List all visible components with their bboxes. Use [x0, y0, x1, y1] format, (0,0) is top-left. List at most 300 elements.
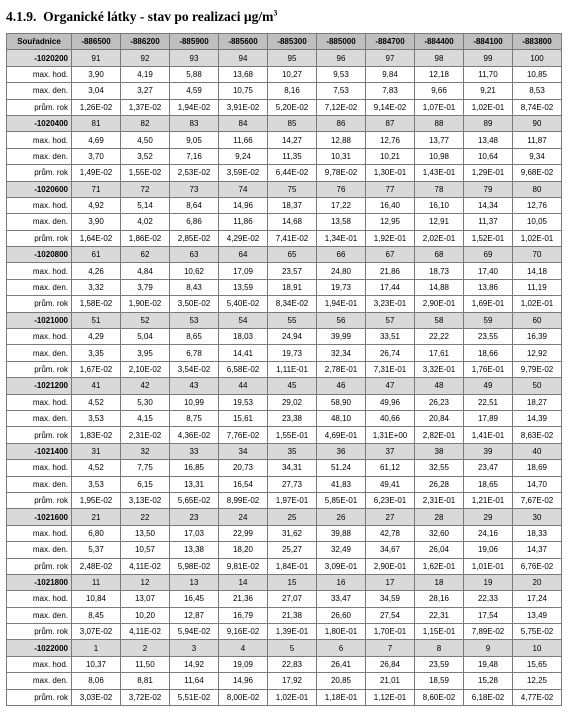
value-cell: 1,95E-02 — [72, 492, 121, 508]
value-cell: 3,04 — [72, 83, 121, 99]
column-header: -883800 — [513, 34, 562, 50]
value-cell: 17,44 — [366, 279, 415, 295]
value-cell: 10,37 — [72, 656, 121, 672]
value-cell: 3,59E-02 — [219, 165, 268, 181]
group-row — [7, 181, 562, 197]
value-cell: 17,92 — [268, 673, 317, 689]
value-cell: 9,34 — [513, 148, 562, 164]
column-header: -886200 — [121, 34, 170, 50]
point-id-cell: 45 — [268, 378, 317, 394]
value-cell: 26,74 — [366, 345, 415, 361]
row-label: max. den. — [7, 345, 72, 361]
point-id-cell: 48 — [415, 378, 464, 394]
point-id-cell: 34 — [219, 443, 268, 459]
row-label: max. hod. — [7, 656, 72, 672]
value-cell: 14,96 — [219, 673, 268, 689]
point-id-cell: 100 — [513, 50, 562, 66]
point-id-cell: 85 — [268, 115, 317, 131]
point-id-cell: 43 — [170, 378, 219, 394]
value-cell: 22,33 — [464, 591, 513, 607]
point-id-cell: 20 — [513, 574, 562, 590]
table-row — [7, 296, 562, 312]
value-cell: 1,62E-01 — [415, 558, 464, 574]
value-cell: 32,60 — [415, 525, 464, 541]
section-title: Organické látky - stav po realizaci µg/m — [43, 9, 274, 24]
point-id-cell: 72 — [121, 181, 170, 197]
column-header: -885600 — [219, 34, 268, 50]
section-number: 4.1.9. — [6, 9, 37, 24]
value-cell: 19,73 — [268, 345, 317, 361]
row-label: prům. rok — [7, 689, 72, 705]
row-label: max. hod. — [7, 66, 72, 82]
value-cell: 20,73 — [219, 460, 268, 476]
value-cell: 11,35 — [268, 148, 317, 164]
value-cell: 1,29E-01 — [464, 165, 513, 181]
section-heading — [6, 4, 566, 30]
value-cell: 1,01E-01 — [464, 558, 513, 574]
value-cell: 51,24 — [317, 460, 366, 476]
row-label: max. den. — [7, 148, 72, 164]
value-cell: 5,85E-01 — [317, 492, 366, 508]
value-cell: 2,31E-01 — [415, 492, 464, 508]
value-cell: 32,34 — [317, 345, 366, 361]
value-cell: 10,62 — [170, 263, 219, 279]
value-cell: 19,48 — [464, 656, 513, 672]
table-row — [7, 132, 562, 148]
point-id-cell: 44 — [219, 378, 268, 394]
value-cell: 18,59 — [415, 673, 464, 689]
point-id-cell: 2 — [121, 640, 170, 656]
column-header: -885900 — [170, 34, 219, 50]
value-cell: 17,09 — [219, 263, 268, 279]
value-cell: 18,65 — [464, 476, 513, 492]
point-id-cell: 65 — [268, 247, 317, 263]
value-cell: 5,88 — [170, 66, 219, 82]
value-cell: 8,60E-02 — [415, 689, 464, 705]
value-cell: 19,09 — [219, 656, 268, 672]
value-cell: 6,80 — [72, 525, 121, 541]
point-id-cell: 51 — [72, 312, 121, 328]
value-cell: 18,66 — [464, 345, 513, 361]
table-row — [7, 345, 562, 361]
value-cell: 4,29E-02 — [219, 230, 268, 246]
column-header: -884700 — [366, 34, 415, 50]
table-row — [7, 99, 562, 115]
point-id-cell: 95 — [268, 50, 317, 66]
value-cell: 6,76E-02 — [513, 558, 562, 574]
value-cell: 24,80 — [317, 263, 366, 279]
value-cell: 7,83 — [366, 83, 415, 99]
value-cell: 1,55E-01 — [268, 427, 317, 443]
table-row — [7, 492, 562, 508]
value-cell: 6,78 — [170, 345, 219, 361]
value-cell: 1,58E-02 — [72, 296, 121, 312]
value-cell: 2,90E-01 — [415, 296, 464, 312]
point-id-cell: 59 — [464, 312, 513, 328]
value-cell: 22,83 — [268, 656, 317, 672]
point-id-cell: 82 — [121, 115, 170, 131]
point-id-cell: 21 — [72, 509, 121, 525]
row-label: max. hod. — [7, 197, 72, 213]
row-label: prům. rok — [7, 99, 72, 115]
point-id-cell: 78 — [415, 181, 464, 197]
value-cell: 2,82E-01 — [415, 427, 464, 443]
value-cell: 12,92 — [513, 345, 562, 361]
value-cell: 1,90E-02 — [121, 296, 170, 312]
point-id-cell: 17 — [366, 574, 415, 590]
point-id-cell: 80 — [513, 181, 562, 197]
value-cell: 1,34E-01 — [317, 230, 366, 246]
point-id-cell: 71 — [72, 181, 121, 197]
value-cell: 14,96 — [219, 197, 268, 213]
value-cell: 1,97E-01 — [268, 492, 317, 508]
point-id-cell: 9 — [464, 640, 513, 656]
value-cell: 27,73 — [268, 476, 317, 492]
value-cell: 4,50 — [121, 132, 170, 148]
row-label: max. den. — [7, 83, 72, 99]
value-cell: 34,67 — [366, 542, 415, 558]
value-cell: 4,29 — [72, 329, 121, 345]
point-id-cell: 23 — [170, 509, 219, 525]
row-label: max. den. — [7, 542, 72, 558]
point-id-cell: 7 — [366, 640, 415, 656]
point-id-cell: 16 — [317, 574, 366, 590]
value-cell: 3,53 — [72, 410, 121, 426]
value-cell: 1,43E-01 — [415, 165, 464, 181]
point-id-cell: 12 — [121, 574, 170, 590]
point-id-cell: 57 — [366, 312, 415, 328]
point-id-cell: 33 — [170, 443, 219, 459]
value-cell: 18,27 — [513, 394, 562, 410]
value-cell: 12,87 — [170, 607, 219, 623]
value-cell: 21,86 — [366, 263, 415, 279]
point-id-cell: 90 — [513, 115, 562, 131]
value-cell: 3,03E-02 — [72, 689, 121, 705]
value-cell: 4,26 — [72, 263, 121, 279]
point-id-cell: 39 — [464, 443, 513, 459]
point-id-cell: 92 — [121, 50, 170, 66]
value-cell: 3,95 — [121, 345, 170, 361]
point-id-cell: 46 — [317, 378, 366, 394]
value-cell: 13,49 — [513, 607, 562, 623]
value-cell: 9,14E-02 — [366, 99, 415, 115]
point-id-cell: 58 — [415, 312, 464, 328]
point-id-cell: 66 — [317, 247, 366, 263]
value-cell: 12,18 — [415, 66, 464, 82]
point-id-cell: 89 — [464, 115, 513, 131]
value-cell: 6,86 — [170, 214, 219, 230]
value-cell: 11,70 — [464, 66, 513, 82]
value-cell: 1,12E-01 — [366, 689, 415, 705]
group-row — [7, 574, 562, 590]
point-id-cell: 1 — [72, 640, 121, 656]
value-cell: 2,02E-01 — [415, 230, 464, 246]
value-cell: 1,94E-02 — [170, 99, 219, 115]
table-header-row — [7, 34, 562, 50]
point-id-cell: 24 — [219, 509, 268, 525]
row-label: max. den. — [7, 410, 72, 426]
value-cell: 7,16 — [170, 148, 219, 164]
point-id-cell: 77 — [366, 181, 415, 197]
group-coordinate: -1021800 — [7, 574, 72, 590]
column-header: -885000 — [317, 34, 366, 50]
point-id-cell: 62 — [121, 247, 170, 263]
value-cell: 29,02 — [268, 394, 317, 410]
value-cell: 26,28 — [415, 476, 464, 492]
value-cell: 1,11E-01 — [268, 361, 317, 377]
point-id-cell: 28 — [415, 509, 464, 525]
value-cell: 24,94 — [268, 329, 317, 345]
value-cell: 8,34E-02 — [268, 296, 317, 312]
value-cell: 14,18 — [513, 263, 562, 279]
group-coordinate: -1021000 — [7, 312, 72, 328]
point-id-cell: 14 — [219, 574, 268, 590]
row-label: prům. rok — [7, 230, 72, 246]
value-cell: 21,38 — [268, 607, 317, 623]
point-id-cell: 53 — [170, 312, 219, 328]
value-cell: 14,34 — [464, 197, 513, 213]
value-cell: 8,53 — [513, 83, 562, 99]
value-cell: 2,48E-02 — [72, 558, 121, 574]
point-id-cell: 11 — [72, 574, 121, 590]
value-cell: 11,66 — [219, 132, 268, 148]
point-id-cell: 76 — [317, 181, 366, 197]
value-cell: 25,27 — [268, 542, 317, 558]
table-row — [7, 410, 562, 426]
table-row — [7, 66, 562, 82]
point-id-cell: 31 — [72, 443, 121, 459]
row-label: max. hod. — [7, 394, 72, 410]
value-cell: 27,54 — [366, 607, 415, 623]
value-cell: 5,04 — [121, 329, 170, 345]
point-id-cell: 38 — [415, 443, 464, 459]
value-cell: 1,15E-01 — [415, 624, 464, 640]
value-cell: 4,11E-02 — [121, 558, 170, 574]
group-row — [7, 640, 562, 656]
point-id-cell: 8 — [415, 640, 464, 656]
value-cell: 10,57 — [121, 542, 170, 558]
value-cell: 13,38 — [170, 542, 219, 558]
value-cell: 1,76E-01 — [464, 361, 513, 377]
value-cell: 3,32 — [72, 279, 121, 295]
value-cell: 19,06 — [464, 542, 513, 558]
point-id-cell: 84 — [219, 115, 268, 131]
value-cell: 4,15 — [121, 410, 170, 426]
row-label: prům. rok — [7, 492, 72, 508]
value-cell: 1,52E-01 — [464, 230, 513, 246]
value-cell: 8,45 — [72, 607, 121, 623]
value-cell: 7,76E-02 — [219, 427, 268, 443]
value-cell: 6,44E-02 — [268, 165, 317, 181]
value-cell: 1,86E-02 — [121, 230, 170, 246]
value-cell: 33,47 — [317, 591, 366, 607]
value-cell: 9,16E-02 — [219, 624, 268, 640]
value-cell: 9,21 — [464, 83, 513, 99]
value-cell: 17,61 — [415, 345, 464, 361]
value-cell: 4,11E-02 — [121, 624, 170, 640]
value-cell: 8,64 — [170, 197, 219, 213]
point-id-cell: 25 — [268, 509, 317, 525]
point-id-cell: 6 — [317, 640, 366, 656]
value-cell: 33,51 — [366, 329, 415, 345]
value-cell: 28,16 — [415, 591, 464, 607]
value-cell: 4,52 — [72, 394, 121, 410]
group-row — [7, 378, 562, 394]
value-cell: 32,55 — [415, 460, 464, 476]
point-id-cell: 5 — [268, 640, 317, 656]
value-cell: 1,64E-02 — [72, 230, 121, 246]
point-id-cell: 56 — [317, 312, 366, 328]
point-id-cell: 26 — [317, 509, 366, 525]
value-cell: 14,27 — [268, 132, 317, 148]
value-cell: 1,02E-01 — [513, 296, 562, 312]
row-label: max. den. — [7, 476, 72, 492]
value-cell: 16,85 — [170, 460, 219, 476]
value-cell: 9,79E-02 — [513, 361, 562, 377]
value-cell: 13,59 — [219, 279, 268, 295]
group-coordinate: -1020800 — [7, 247, 72, 263]
row-label: prům. rok — [7, 558, 72, 574]
value-cell: 17,40 — [464, 263, 513, 279]
point-id-cell: 73 — [170, 181, 219, 197]
point-id-cell: 10 — [513, 640, 562, 656]
value-cell: 24,16 — [464, 525, 513, 541]
value-cell: 26,04 — [415, 542, 464, 558]
point-id-cell: 93 — [170, 50, 219, 66]
value-cell: 58,90 — [317, 394, 366, 410]
table-row — [7, 263, 562, 279]
point-id-cell: 49 — [464, 378, 513, 394]
value-cell: 13,86 — [464, 279, 513, 295]
value-cell: 8,43 — [170, 279, 219, 295]
value-cell: 1,37E-02 — [121, 99, 170, 115]
group-coordinate: -1021400 — [7, 443, 72, 459]
table-row — [7, 624, 562, 640]
point-id-cell: 94 — [219, 50, 268, 66]
value-cell: 10,75 — [219, 83, 268, 99]
value-cell: 17,24 — [513, 591, 562, 607]
group-coordinate: -1020400 — [7, 115, 72, 131]
value-cell: 17,03 — [170, 525, 219, 541]
value-cell: 3,13E-02 — [121, 492, 170, 508]
value-cell: 1,02E-01 — [513, 230, 562, 246]
point-id-cell: 47 — [366, 378, 415, 394]
group-row — [7, 312, 562, 328]
value-cell: 27,07 — [268, 591, 317, 607]
value-cell: 1,39E-01 — [268, 624, 317, 640]
value-cell: 18,37 — [268, 197, 317, 213]
value-cell: 3,50E-02 — [170, 296, 219, 312]
table-row — [7, 394, 562, 410]
point-id-cell: 30 — [513, 509, 562, 525]
row-label: prům. rok — [7, 624, 72, 640]
point-id-cell: 54 — [219, 312, 268, 328]
point-id-cell: 64 — [219, 247, 268, 263]
value-cell: 16,45 — [170, 591, 219, 607]
value-cell: 3,54E-02 — [170, 361, 219, 377]
value-cell: 31,62 — [268, 525, 317, 541]
column-header: -885300 — [268, 34, 317, 50]
value-cell: 1,18E-01 — [317, 689, 366, 705]
value-cell: 8,16 — [268, 83, 317, 99]
value-cell: 8,75 — [170, 410, 219, 426]
row-label: max. hod. — [7, 525, 72, 541]
value-cell: 3,23E-01 — [366, 296, 415, 312]
value-cell: 1,84E-01 — [268, 558, 317, 574]
value-cell: 34,59 — [366, 591, 415, 607]
value-cell: 1,70E-01 — [366, 624, 415, 640]
point-id-cell: 74 — [219, 181, 268, 197]
value-cell: 1,69E-01 — [464, 296, 513, 312]
value-cell: 16,79 — [219, 607, 268, 623]
value-cell: 7,89E-02 — [464, 624, 513, 640]
value-cell: 19,53 — [219, 394, 268, 410]
value-cell: 2,90E-01 — [366, 558, 415, 574]
value-cell: 16,10 — [415, 197, 464, 213]
row-label: max. hod. — [7, 329, 72, 345]
value-cell: 1,80E-01 — [317, 624, 366, 640]
value-cell: 12,95 — [366, 214, 415, 230]
value-cell: 21,36 — [219, 591, 268, 607]
value-cell: 13,50 — [121, 525, 170, 541]
value-cell: 1,02E-01 — [464, 99, 513, 115]
value-cell: 1,49E-02 — [72, 165, 121, 181]
value-cell: 39,99 — [317, 329, 366, 345]
row-label: prům. rok — [7, 165, 72, 181]
value-cell: 10,64 — [464, 148, 513, 164]
value-cell: 3,27 — [121, 83, 170, 99]
point-id-cell: 69 — [464, 247, 513, 263]
table-body — [7, 50, 562, 706]
point-id-cell: 79 — [464, 181, 513, 197]
value-cell: 3,09E-01 — [317, 558, 366, 574]
value-cell: 3,53 — [72, 476, 121, 492]
value-cell: 3,52 — [121, 148, 170, 164]
point-id-cell: 13 — [170, 574, 219, 590]
point-id-cell: 19 — [464, 574, 513, 590]
point-id-cell: 15 — [268, 574, 317, 590]
value-cell: 15,65 — [513, 656, 562, 672]
row-label: max. hod. — [7, 132, 72, 148]
value-cell: 9,53 — [317, 66, 366, 82]
value-cell: 13,07 — [121, 591, 170, 607]
value-cell: 3,90 — [72, 66, 121, 82]
column-header: -884100 — [464, 34, 513, 50]
value-cell: 4,84 — [121, 263, 170, 279]
group-row — [7, 247, 562, 263]
row-label: max. den. — [7, 673, 72, 689]
point-id-cell: 27 — [366, 509, 415, 525]
value-cell: 18,03 — [219, 329, 268, 345]
row-label: max. den. — [7, 214, 72, 230]
point-id-cell: 40 — [513, 443, 562, 459]
value-cell: 14,70 — [513, 476, 562, 492]
point-id-cell: 70 — [513, 247, 562, 263]
value-cell: 1,55E-02 — [121, 165, 170, 181]
value-cell: 6,58E-02 — [219, 361, 268, 377]
value-cell: 4,59 — [170, 83, 219, 99]
value-cell: 12,76 — [366, 132, 415, 148]
value-cell: 10,84 — [72, 591, 121, 607]
value-cell: 1,21E-01 — [464, 492, 513, 508]
point-id-cell: 75 — [268, 181, 317, 197]
value-cell: 26,84 — [366, 656, 415, 672]
value-cell: 4,77E-02 — [513, 689, 562, 705]
table-row — [7, 230, 562, 246]
value-cell: 9,05 — [170, 132, 219, 148]
value-cell: 23,55 — [464, 329, 513, 345]
value-cell: 1,94E-01 — [317, 296, 366, 312]
